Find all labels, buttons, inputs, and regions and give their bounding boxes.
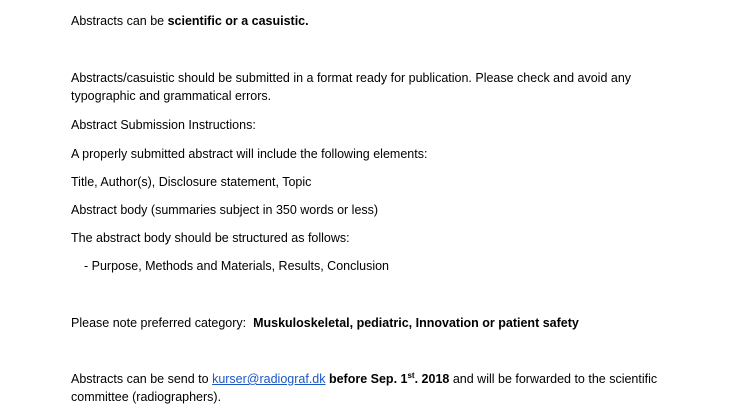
deadline-text — [326, 372, 450, 386]
instructions-heading: Abstract Submission Instructions: — [71, 118, 256, 132]
deadline-superscript: st — [407, 370, 415, 380]
deadline-suffix: . 2018 — [414, 372, 450, 386]
intro-text: Abstracts can be — [71, 14, 168, 28]
structure-intro: The abstract body should be structured as follows: — [71, 231, 350, 245]
category-value: Muskuloskeletal, pediatric, Innovation or patient safety — [253, 316, 579, 330]
deadline-prefix: before Sep. 1 — [325, 372, 408, 386]
category-label: Please note preferred category: — [71, 316, 254, 330]
format-note: Abstracts/casuistic should be submitted in a format ready for publication. Please check and avoid any typographic and grammatical errors. — [71, 71, 632, 103]
elements-intro: A properly submitted abstract will include the following elements: — [71, 147, 428, 161]
elements-list: Title, Author(s), Disclosure statement, Topic — [71, 175, 312, 189]
category-line — [71, 314, 691, 332]
intro-bold-text: scientific or a casuistic. — [167, 14, 309, 28]
email-link[interactable]: kurser@radiograf.dk — [212, 372, 326, 386]
body-limit: Abstract body (summaries subject in 350 words or less) — [71, 203, 379, 217]
submission-prefix: Abstracts can be send to — [71, 372, 213, 386]
submission-suffix: and will be forwarded to the scientific committee (radiographers). — [71, 372, 658, 404]
structure-items: - Purpose, Methods and Materials, Results, Conclusion — [84, 259, 390, 273]
intro-line — [71, 12, 691, 30]
submission-line — [71, 370, 691, 406]
